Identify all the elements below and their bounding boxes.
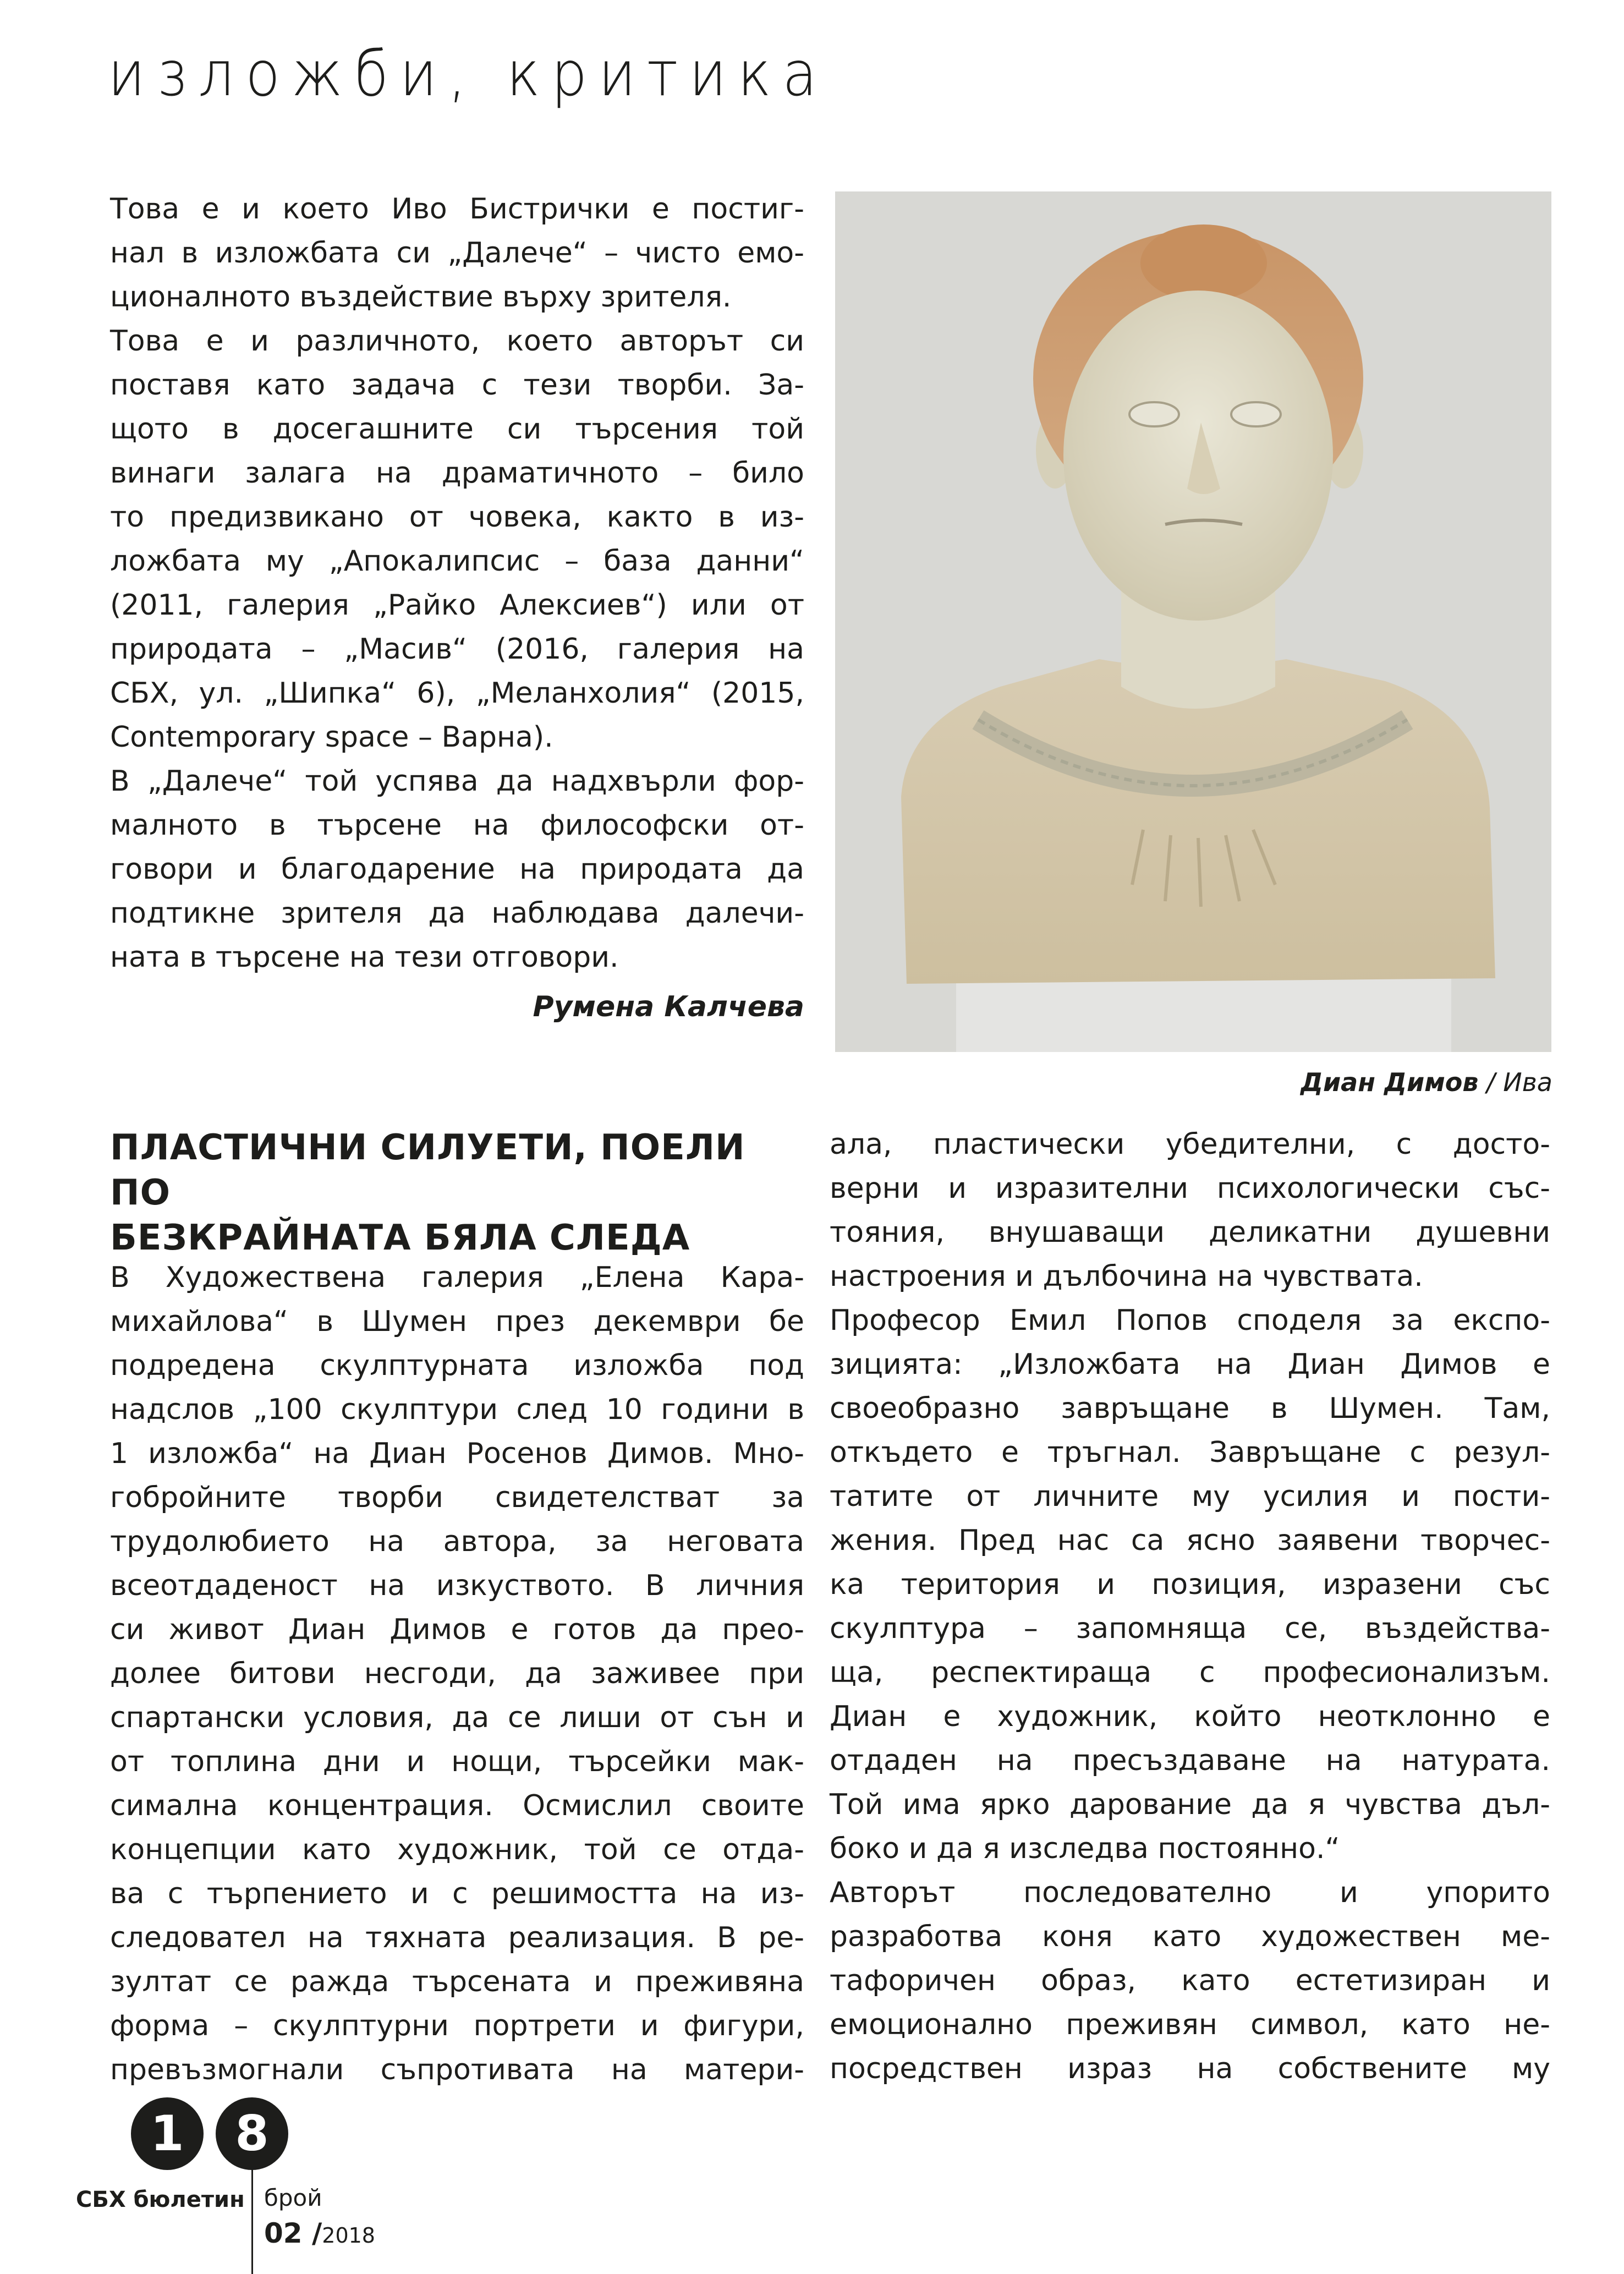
text-line: то предизвикано от човека, както в из-: [110, 501, 804, 534]
text-line: СБХ, ул. „Шипка“ 6), „Меланхолия“ (2015,: [110, 677, 804, 710]
text-line: зицията: „Изложбата на Диан Димов е: [830, 1348, 1550, 1381]
caption-author: Диан Димов: [1300, 1067, 1479, 1097]
issue-separator: /: [302, 2217, 322, 2249]
text-line: гобройните творби свидетелстват за: [110, 1481, 804, 1514]
text-line: отдаден на пресъздаване на натурата.: [830, 1744, 1550, 1777]
publication-name: СБХ бюлетин: [76, 2187, 245, 2212]
heading-line: ПЛАСТИЧНИ СИЛУЕТИ, ПОЕЛИ ПО: [110, 1127, 745, 1213]
caption-title: Ива: [1503, 1067, 1552, 1097]
text-line: настроения и дълбочина на чувствата.: [830, 1260, 1423, 1293]
text-line: емоционално преживян символ, като не-: [830, 2008, 1550, 2041]
text-line: ва с търпението и с решимостта на из-: [110, 1877, 804, 1910]
page-number-digit-1: 1: [131, 2097, 204, 2170]
bust-illustration-icon: [835, 191, 1551, 1052]
section-title: изложби, критика: [108, 39, 829, 110]
heading-line: БЕЗКРАЙНАТА БЯЛА СЛЕДА: [110, 1218, 690, 1258]
text-line: тояния, внушаващи деликатни душевни: [830, 1216, 1550, 1249]
text-line: ща, респектираща с професионализъм.: [830, 1656, 1550, 1689]
author-signature: Румена Калчева: [533, 990, 804, 1023]
text-line: Contemporary space – Варна).: [110, 721, 553, 754]
text-line: природата – „Масив“ (2016, галерия на: [110, 633, 804, 666]
text-line: Това е и различното, което авторът си: [110, 325, 804, 358]
text-line: подредена скулптурната изложба под: [110, 1349, 804, 1382]
text-line: си живот Диан Димов е готов да прео-: [110, 1613, 804, 1646]
text-line: от топлина дни и нощи, търсейки мак-: [110, 1745, 804, 1778]
article-heading: [110, 1125, 804, 1261]
text-line: 1 изложба“ на Диан Росенов Димов. Мно-: [110, 1437, 804, 1470]
issue-number: [264, 2217, 375, 2249]
text-line: поставя като задача с тези творби. За-: [110, 369, 804, 402]
article2-body-left: [110, 1256, 804, 2092]
text-line: В „Далече“ той успява да надхвърли фор-: [110, 765, 804, 798]
text-line: скулптура – запомняща се, въздейства-: [830, 1612, 1550, 1645]
text-line: ала, пластически убедителни, с досто-: [830, 1128, 1550, 1161]
photo-caption: [1301, 1067, 1552, 1097]
text-line: ната в търсене на тези отговори.: [110, 941, 619, 974]
text-line: подтикне зрителя да наблюдава далечи-: [110, 897, 804, 930]
issue-label: брой: [264, 2184, 322, 2211]
text-line: Това е и което Иво Бистрички е постиг-: [110, 193, 804, 226]
caption-separator: /: [1478, 1067, 1504, 1097]
text-line: Диан е художник, който неотклонно е: [830, 1700, 1550, 1733]
text-line: надслов „100 скулптури след 10 години в: [110, 1393, 804, 1426]
text-line: боко и да я изследва постоянно.“: [830, 1832, 1340, 1865]
text-line: спартански условия, да се лиши от сън и: [110, 1701, 804, 1734]
text-line: зултат се ражда търсената и преживяна: [110, 1965, 804, 1998]
article2-body-right: [830, 1122, 1550, 2091]
text-line: винаги залага на драматичното – било: [110, 457, 804, 490]
text-line: всеотдаденост на изкуството. В личния: [110, 1569, 804, 1602]
text-line: следовател на тяхната реализация. В ре-: [110, 1921, 804, 1954]
text-line: форма – скулптурни портрети и фигури,: [110, 2009, 804, 2042]
text-line: разработва коня като художествен ме-: [830, 1920, 1550, 1953]
text-line: трудолюбието на автора, за неговата: [110, 1525, 804, 1558]
text-line: (2011, галерия „Райко Алексиев“) или от: [110, 589, 804, 622]
text-line: ционалното въздействие върху зрителя.: [110, 281, 732, 314]
text-line: симална концентрация. Осмислил своите: [110, 1789, 804, 1822]
text-line: Авторът последователно и упорито: [830, 1876, 1550, 1909]
issue-year: 2018: [322, 2223, 375, 2248]
footer-divider: [251, 2169, 253, 2274]
text-line: тафоричен образ, като естетизиран и: [830, 1964, 1550, 1997]
text-line: Професор Емил Попов споделя за експо-: [830, 1304, 1550, 1337]
text-line: верни и изразителни психологически със-: [830, 1172, 1550, 1205]
issue-num: 02: [264, 2217, 303, 2249]
sculpture-photo: [835, 191, 1551, 1052]
text-line: посредствен израз на собствените му: [830, 2052, 1550, 2085]
text-line: В Художествена галерия „Елена Кара-: [110, 1261, 804, 1294]
text-line: малното в търсене на философски от-: [110, 809, 804, 842]
text-line: Той има ярко дарование да я чувства дъл-: [830, 1788, 1550, 1821]
text-line: жения. Пред нас са ясно заявени творчес-: [830, 1524, 1550, 1557]
text-line: щото в досегашните си търсения той: [110, 413, 804, 446]
text-line: ложбата му „Апокалипсис – база данни“: [110, 545, 804, 578]
text-line: концепции като художник, той се отда-: [110, 1833, 804, 1866]
text-line: превъзмогнали съпротивата на матери-: [110, 2053, 804, 2086]
text-line: откъдето е тръгнал. Завръщане с резул-: [830, 1436, 1550, 1469]
text-line: ка територия и позиция, изразени със: [830, 1568, 1550, 1601]
text-line: долее битови несгоди, да заживее при: [110, 1657, 804, 1690]
text-line: татите от личните му усилия и пости-: [830, 1480, 1550, 1513]
text-line: михайлова“ в Шумен през декември бе: [110, 1305, 804, 1338]
page-number-digit-2: 8: [216, 2097, 288, 2170]
text-line: своеобразно завръщане в Шумен. Там,: [830, 1392, 1550, 1425]
text-line: говори и благодарение на природата да: [110, 853, 804, 886]
article1-body: [110, 187, 804, 979]
text-line: нал в изложбата си „Далече“ – чисто емо-: [110, 237, 804, 270]
